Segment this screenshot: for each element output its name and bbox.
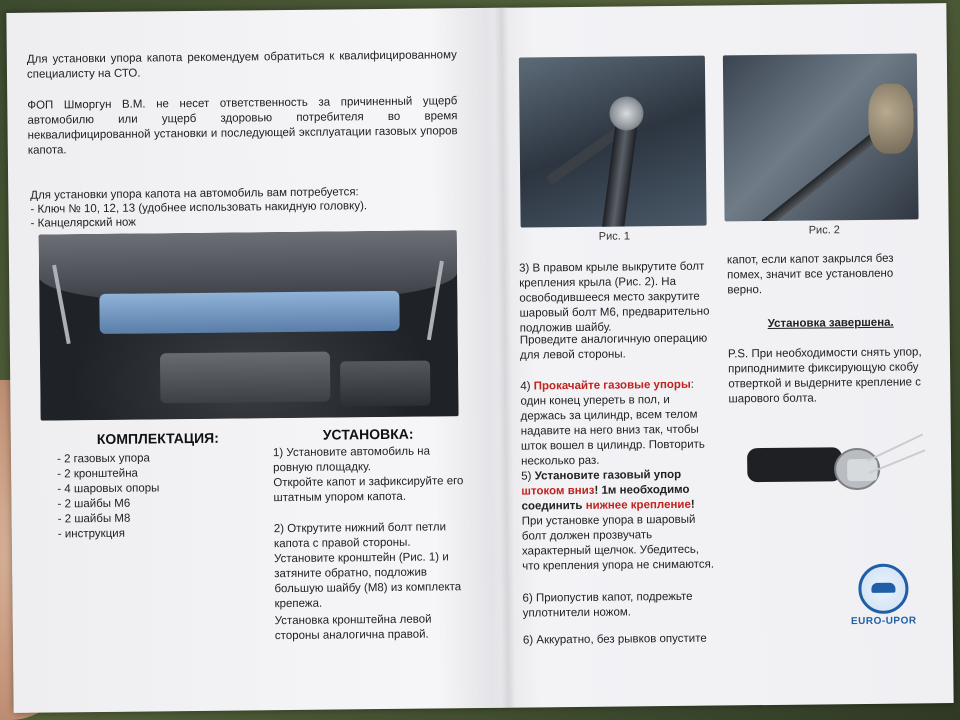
step-6-continued: капот, если капот закрылся без помех, значит все установлено верно. (726, 252, 894, 297)
step-1-cont: Откройте капот и зафиксируйте его штатным упором капота. (273, 475, 464, 505)
step-5 (521, 468, 714, 575)
needs-item: - Ключ № 10, 12, 13 (удобнее использовать накидную головку). (30, 200, 368, 216)
step-4-highlight: Прокачайте газовые упоры (533, 378, 691, 393)
clip-wire-shape (867, 434, 923, 461)
engine-bay-photo (39, 230, 459, 420)
figure-2-caption: Рис. 2 (808, 224, 840, 237)
car-icon (871, 583, 895, 593)
step-3-cont: Проведите аналогичную операцию для левой стороны. (519, 332, 708, 362)
kit-item: - 2 газовых упора (56, 452, 150, 466)
needs-item: - Канцелярский нож (30, 216, 137, 230)
step-5-red-2: нижнее крепление (585, 498, 691, 512)
figure-1-caption: Рис. 1 (598, 230, 631, 243)
strut-cylinder-shape (747, 447, 842, 482)
install-title: УСТАНОВКА: (322, 425, 414, 443)
step-5-bold-2: ! 1м необходимо соединить (521, 483, 690, 513)
step-2-cont: Установите кронштейн (Рис. 1) и затяните обратно, подложив большую шайбу (М8) из комплекта крепежа. (274, 551, 462, 611)
step-5-bold-3: ! (690, 498, 695, 511)
euro-upor-logo (848, 563, 919, 627)
step-6-lower: 6) Аккуратно, без рывков опустите (522, 632, 707, 647)
logo-text: EURO-UPOR (850, 615, 917, 628)
kit-title: КОМПЛЕКТАЦИЯ: (96, 429, 219, 448)
bolt-shape (609, 96, 643, 130)
ps-note: P.S. При необходимости снять упор, приподнимите фиксирующую скобу отверткой и выдерните крепление с шарового болта. (727, 346, 922, 406)
disclaimer-paragraph: ФОП Шморгун В.М. не несет ответственность за причиненный ущерб автомобилю или ущерб здоровью потребителя во время неквалифицированной установки и последующей эксплуатации газовых упоров капота. (27, 95, 458, 157)
step-1: 1) Установите автомобиль на ровную площадку. (272, 445, 431, 475)
step-2-left: Установка кронштейна левой стороны аналогична правой. (274, 613, 432, 643)
step-4-number: 4) (520, 380, 534, 393)
step-4-text: : один конец упереть в пол, и держась за цилиндр, всем телом надавите на него вниз так, чтобы шток вошел в цилиндр. Повторить несколько раз. (520, 378, 705, 468)
windshield-shape (99, 291, 399, 334)
step-5-bold-1: Установите газовый упор (534, 468, 682, 483)
step-4 (520, 378, 713, 470)
kit-item: - 2 кронштейна (57, 467, 138, 481)
recommend-paragraph: Для установки упора капота рекомендуем обратиться к квалифицированному специалисту на СТО. (26, 49, 457, 81)
logo-circle (858, 564, 909, 615)
paper-fold (494, 8, 515, 708)
figure-2-photo (723, 53, 919, 221)
engine-block-shape (160, 352, 331, 404)
needs-title: Для установки упора капота на автомобиль вам потребуется: (30, 186, 359, 202)
instruction-leaflet (6, 3, 953, 713)
figure-1-photo (519, 56, 707, 228)
kit-item: - 4 шаровых опоры (57, 482, 160, 496)
kit-item: - 2 шайбы М8 (57, 512, 131, 526)
step-5-number: 5) (521, 470, 535, 483)
step-5-red-1: штоком вниз (521, 484, 595, 498)
kit-item: - инструкция (57, 527, 125, 541)
fender-mount-shape (868, 83, 914, 153)
step-6: 6) Приопустив капот, подрежьте уплотнители ножом. (522, 590, 693, 620)
battery-shape (340, 361, 430, 407)
step-2: 2) Открутите нижний болт петли капота с правой стороны. (273, 521, 447, 551)
socket-shape (847, 459, 877, 481)
strut-end-image (747, 428, 928, 510)
step-5-text: При установке упора в шаровый болт должен прозвучать характерный щелчок. Убедитесь, что крепления упора не снимаются. (521, 513, 715, 573)
kit-item: - 2 шайбы М6 (57, 497, 131, 511)
step-3: 3) В правом крыле выкрутите болт крепления крыла (Рис. 2). На освободившееся место закрутите шаровый болт М6, предварительно подложив шайбу. (519, 260, 710, 335)
installation-complete: Установка завершена. (767, 316, 894, 330)
